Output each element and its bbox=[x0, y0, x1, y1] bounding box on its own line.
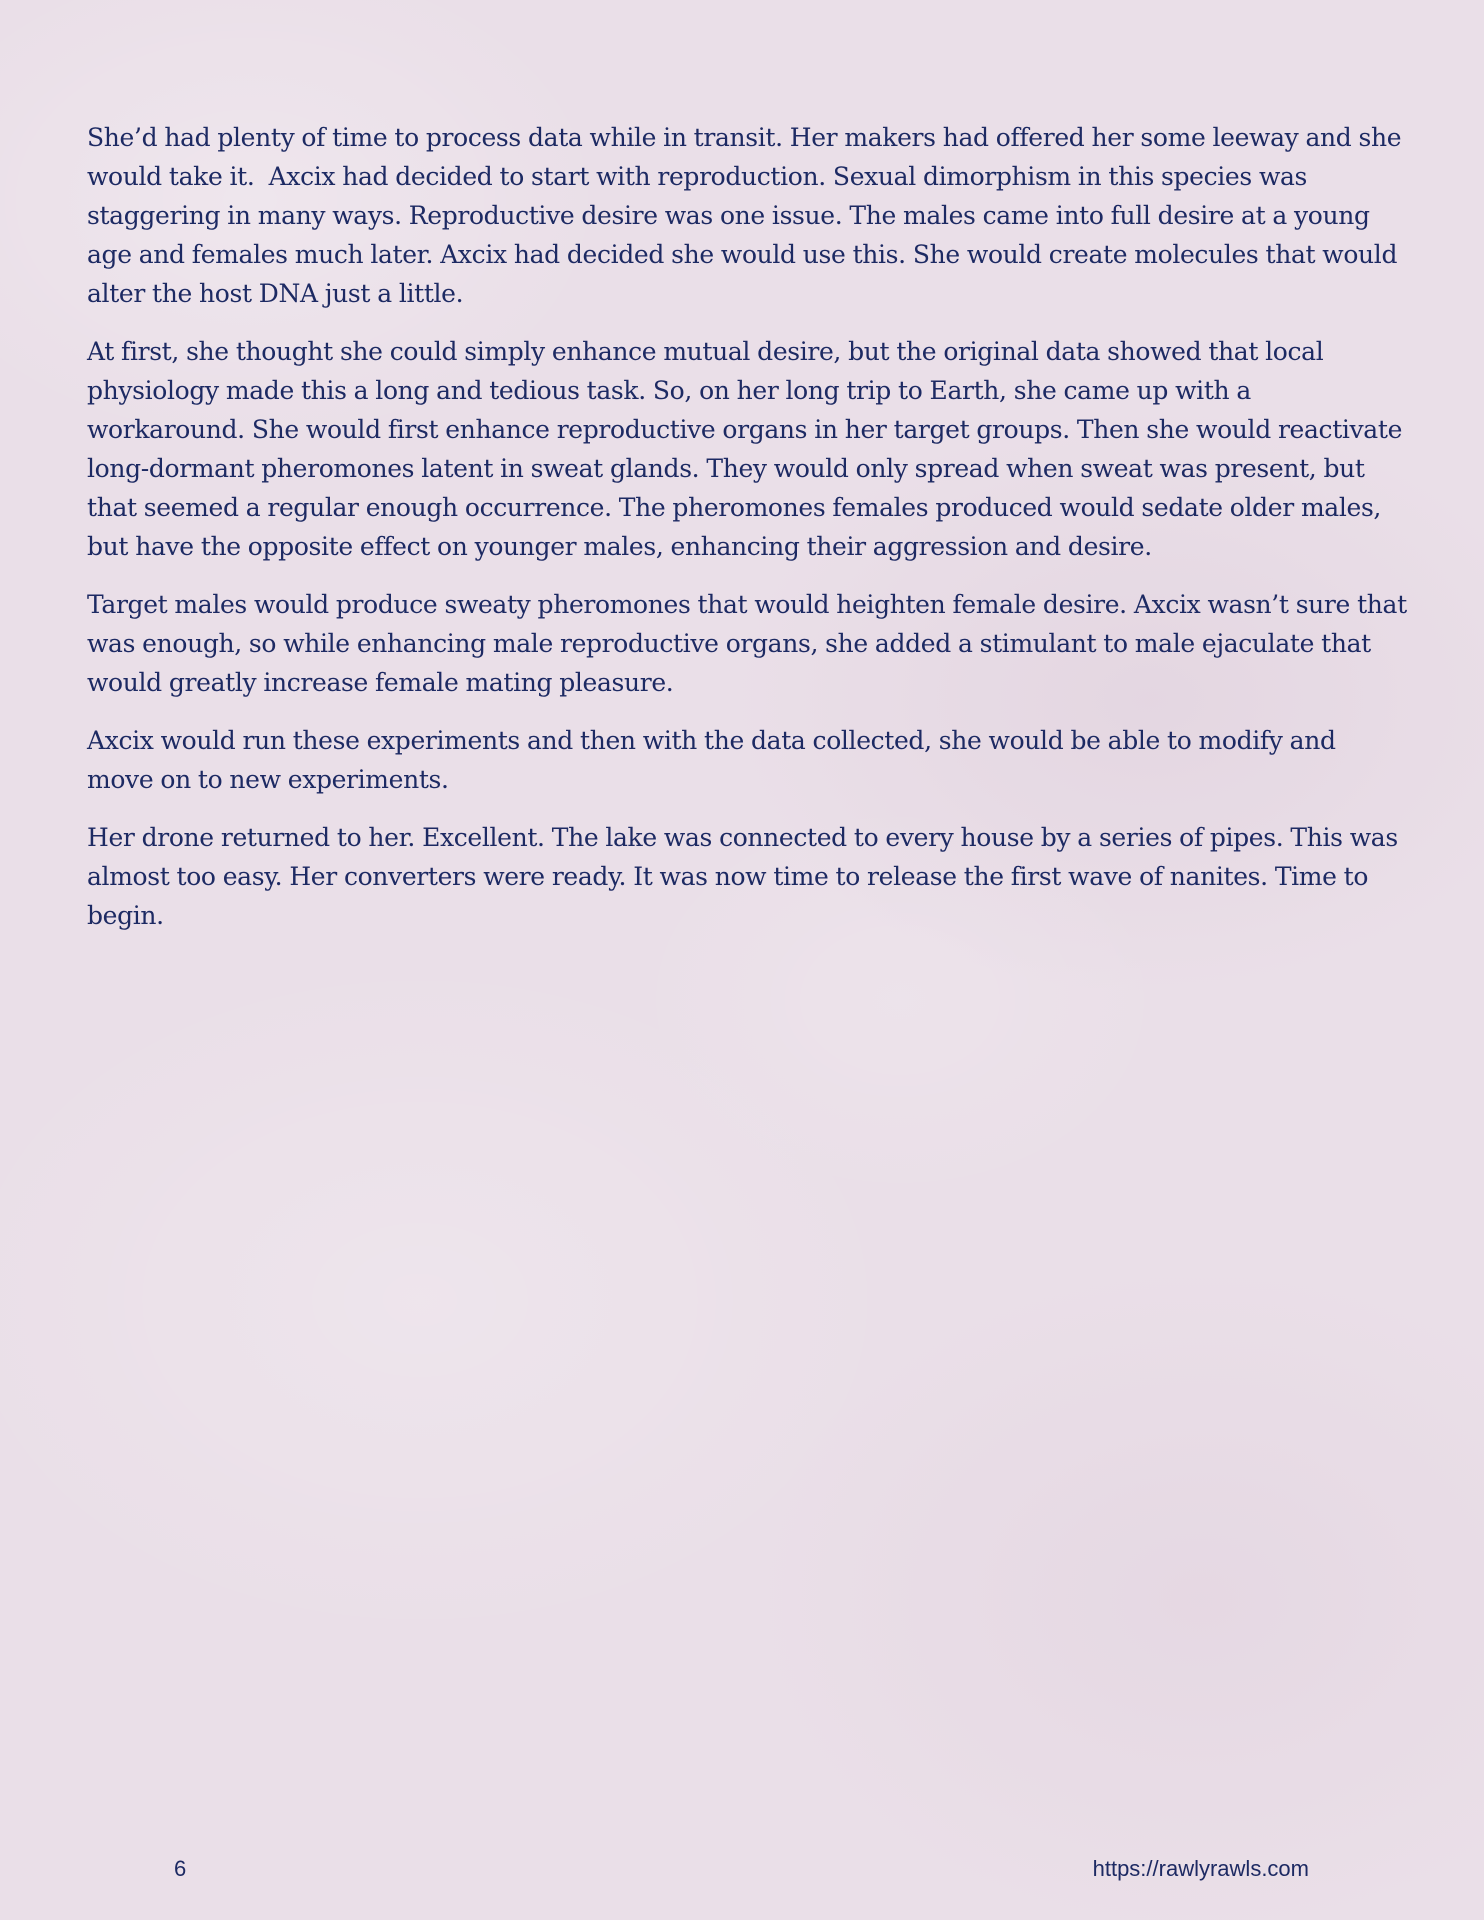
paragraph-2: At first, she thought she could simply enhance mutual desire, but the original data showed that local physiology made this a long and tedious task. So, on her long trip to Earth, she came up with a workaround. She would first enhance reproductive organs in her target groups. Then she would reactivate long-dormant pheromones latent in sweat glands. They would only spread when sweat was present, but that seemed a regular enough occurrence. The pheromones females produced would sedate older males, but have the opposite effect on younger males, enhancing their aggression and desire. bbox=[87, 337, 1410, 561]
page-number: 6 bbox=[174, 1856, 187, 1881]
paragraph-1: She’d had plenty of time to process data while in transit. Her makers had offered her some leeway and she would take it. Axcix had decided to start with reproduction. Sexual dimorphism in this species was staggering in many ways. Reproductive desire was one issue. The males came into full desire at a young age and females much later. Axcix had decided she would use this. She would create molecules that would alter the host DNA just a little. bbox=[87, 123, 1409, 308]
footer-url: https://rawlyrawls.com bbox=[1092, 1856, 1309, 1881]
paragraph-4: Axcix would run these experiments and then with the data collected, she would be able to modify and move on to new experiments. bbox=[87, 726, 1343, 794]
paragraph-3: Target males would produce sweaty pheromones that would heighten female desire. Axcix wasn’t sure that was enough, so while enhancing male reproductive organs, she added a stimulant to male ejaculate that would greatly increase female mating pleasure. bbox=[87, 590, 1414, 697]
paragraph-5: Her drone returned to her. Excellent. The lake was connected to every house by a series of pipes. This was almost too easy. Her converters were ready. It was now time to release the first wave of nanites. Time to begin. bbox=[87, 823, 1405, 930]
body-text bbox=[87, 118, 1414, 954]
